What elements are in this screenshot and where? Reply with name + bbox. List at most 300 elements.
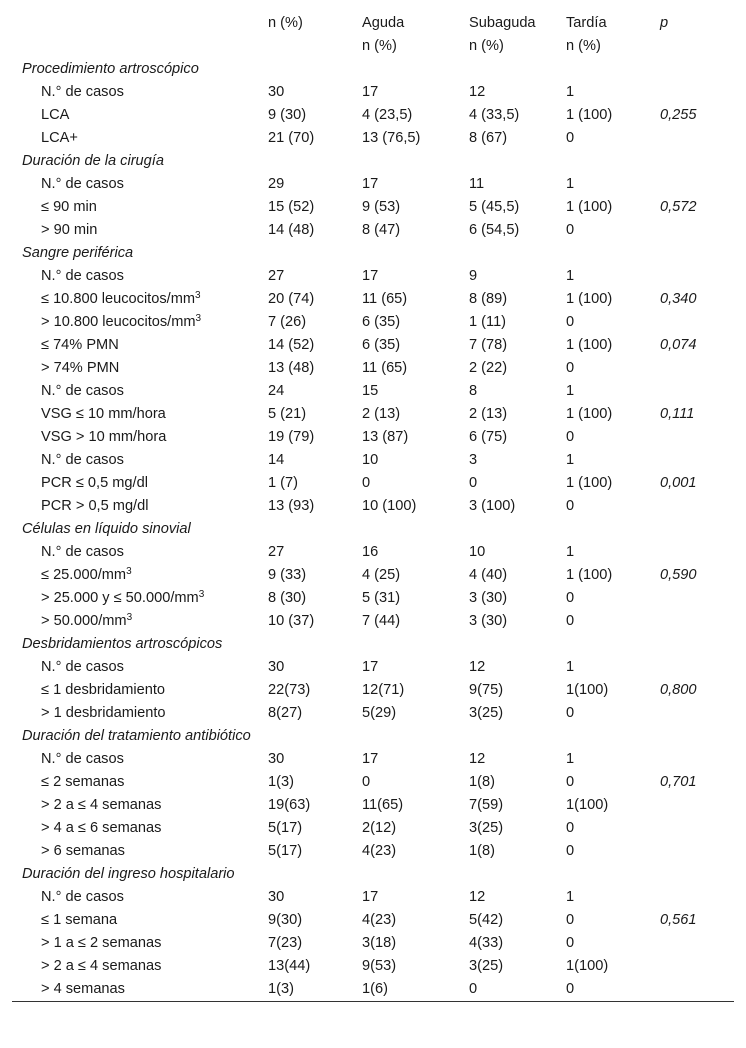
row-label: [12, 357, 268, 380]
row-label-text: > 1 a ≤ 2 semanas: [41, 935, 162, 951]
row-label: [12, 311, 268, 334]
cell-p: 0,074: [660, 337, 697, 353]
cell-n: 13(44): [268, 958, 311, 974]
row-label-text: ≤ 90 min: [41, 199, 97, 215]
section-title: Procedimiento artroscópico: [22, 61, 199, 77]
table-row: [12, 173, 734, 196]
row-label-text: > 10.800 leucocitos/mm: [41, 314, 196, 330]
cell-aguda: 9 (53): [362, 199, 401, 215]
cell-n: 22(73): [268, 682, 311, 698]
cell-tardia: 0: [566, 314, 575, 330]
cell-tardia: 1: [566, 268, 575, 284]
cell-p: [660, 81, 734, 104]
header-cell: [660, 35, 734, 58]
cell-tardia: 0: [566, 590, 575, 606]
cell-subaguda: 2 (13): [469, 406, 508, 422]
row-label: [12, 564, 268, 587]
cell-tardia: 1 (100): [566, 406, 613, 422]
table-row: [12, 196, 734, 219]
cell-p: [660, 610, 734, 633]
cell-p: 0,590: [660, 567, 697, 583]
row-label-text: N.° de casos: [41, 176, 124, 192]
row-label-text: N.° de casos: [41, 268, 124, 284]
cell-n: 15 (52): [268, 199, 315, 215]
cell-p: [660, 955, 734, 978]
cell-tardia: 0: [566, 222, 575, 238]
row-label-superscript: 3: [198, 589, 205, 600]
row-label: [12, 265, 268, 288]
cell-aguda: 15: [362, 383, 379, 399]
table-row: [12, 587, 734, 610]
row-label: [12, 610, 268, 633]
section-title: Duración de la cirugía: [22, 153, 164, 169]
cell-tardia: 0: [566, 843, 575, 859]
row-label-text: > 2 a ≤ 4 semanas: [41, 797, 162, 813]
row-label: [12, 426, 268, 449]
table-row: [12, 794, 734, 817]
cell-aguda: 16: [362, 544, 379, 560]
header-subcell-subaguda: n (%): [469, 38, 504, 54]
cell-p: [660, 495, 734, 518]
row-label-text: N.° de casos: [41, 544, 124, 560]
section-heading-row: [12, 58, 734, 81]
cell-p: [660, 886, 734, 909]
cell-n: 27: [268, 544, 285, 560]
cell-tardia: 1: [566, 751, 575, 767]
row-label: [12, 909, 268, 932]
table-row: [12, 104, 734, 127]
row-label-text: > 74% PMN: [41, 360, 120, 376]
row-label-text: VSG > 10 mm/hora: [41, 429, 167, 445]
table-row: [12, 449, 734, 472]
table-row: [12, 311, 734, 334]
cell-subaguda: 0: [469, 475, 478, 491]
header-cell-subaguda: Subaguda: [469, 15, 536, 31]
row-label-superscript: 3: [126, 612, 133, 623]
row-label-text: > 2 a ≤ 4 semanas: [41, 958, 162, 974]
row-label-text: PCR > 0,5 mg/dl: [41, 498, 149, 514]
row-label-text: N.° de casos: [41, 383, 124, 399]
cell-aguda: 17: [362, 268, 379, 284]
cell-subaguda: 4(33): [469, 935, 504, 951]
cell-subaguda: 3(25): [469, 820, 504, 836]
cell-n: 30: [268, 659, 285, 675]
cell-tardia: 0: [566, 429, 575, 445]
cell-n: 9 (33): [268, 567, 307, 583]
section-heading-row: [12, 242, 734, 265]
cell-n: 8 (30): [268, 590, 307, 606]
row-label: [12, 495, 268, 518]
row-label-text: > 90 min: [41, 222, 98, 238]
table-row: [12, 817, 734, 840]
cell-aguda: 11 (65): [362, 360, 408, 376]
cell-tardia: 1: [566, 659, 575, 675]
row-label-superscript: 3: [126, 566, 132, 577]
cell-tardia: 0: [566, 130, 575, 146]
cell-p: [660, 817, 734, 840]
cell-p: 0,111: [660, 406, 695, 422]
cell-aguda: 4(23): [362, 843, 397, 859]
cell-aguda: 1(6): [362, 978, 469, 1002]
cell-tardia: 0: [566, 360, 575, 376]
table-row: [12, 610, 734, 633]
table-row: [12, 127, 734, 150]
header-cell-tardia: Tardía: [566, 15, 607, 31]
cell-aguda: 11 (65): [362, 291, 408, 307]
cell-n: 13 (93): [268, 498, 315, 514]
row-label-text: ≤ 1 desbridamiento: [41, 682, 166, 698]
row-label-text: N.° de casos: [41, 889, 124, 905]
cell-p: [660, 840, 734, 863]
row-label: [12, 702, 268, 725]
table-row: [12, 771, 734, 794]
cell-tardia: 0: [566, 912, 575, 928]
cell-tardia: 1 (100): [566, 337, 613, 353]
cell-subaguda: 10: [469, 544, 486, 560]
cell-p: [660, 449, 734, 472]
cell-n: 30: [268, 889, 285, 905]
cell-aguda: 0: [362, 774, 371, 790]
section-title: Células en líquido sinovial: [22, 521, 191, 537]
cell-tardia: 0: [566, 978, 660, 1002]
row-label: [12, 679, 268, 702]
cell-n: 13 (48): [268, 360, 315, 376]
section-title: Duración del tratamiento antibiótico: [22, 728, 251, 744]
cell-p: [660, 978, 734, 1002]
row-label: [12, 380, 268, 403]
cell-aguda: 13 (87): [362, 429, 409, 445]
cell-p: [660, 748, 734, 771]
table-row: [12, 472, 734, 495]
cell-aguda: 13 (76,5): [362, 130, 421, 146]
results-table-container: [12, 12, 734, 1002]
cell-n: 14 (48): [268, 222, 315, 238]
table-body: [12, 58, 734, 1002]
table-row: [12, 886, 734, 909]
cell-aguda: 5(29): [362, 705, 397, 721]
cell-tardia: 1(100): [566, 682, 609, 698]
cell-n: 24: [268, 383, 285, 399]
table-row: [12, 426, 734, 449]
cell-subaguda: 12: [469, 751, 486, 767]
cell-n: 8(27): [268, 705, 303, 721]
cell-subaguda: 8: [469, 383, 478, 399]
cell-p: 0,572: [660, 199, 697, 215]
header-subcell-aguda: n (%): [362, 38, 397, 54]
cell-n: 7 (26): [268, 314, 307, 330]
header-cell: [12, 12, 268, 35]
table-row: [12, 955, 734, 978]
cell-tardia: 1: [566, 84, 575, 100]
header-cell: [268, 35, 362, 58]
cell-tardia: 1: [566, 544, 575, 560]
header-subcell-tardia: n (%): [566, 38, 601, 54]
cell-p: 0,561: [660, 912, 697, 928]
header-cell-p: p: [660, 15, 669, 31]
cell-aguda: 17: [362, 176, 379, 192]
cell-subaguda: 3(25): [469, 705, 504, 721]
cell-n: 1(3): [268, 978, 362, 1002]
cell-tardia: 1: [566, 889, 575, 905]
cell-aguda: 4 (23,5): [362, 107, 413, 123]
cell-aguda: 0: [362, 475, 371, 491]
table-row: [12, 978, 734, 1002]
cell-p: [660, 587, 734, 610]
cell-subaguda: 9(75): [469, 682, 504, 698]
table-row: [12, 81, 734, 104]
row-label-superscript: 3: [195, 290, 201, 301]
cell-p: [660, 127, 734, 150]
row-label: [12, 541, 268, 564]
cell-aguda: 17: [362, 659, 379, 675]
row-label: [12, 817, 268, 840]
cell-subaguda: 5(42): [469, 912, 504, 928]
cell-n: 30: [268, 84, 285, 100]
cell-subaguda: 3 (100): [469, 498, 516, 514]
row-label: [12, 932, 268, 955]
row-label-text: VSG ≤ 10 mm/hora: [41, 406, 166, 422]
cell-aguda: 17: [362, 751, 379, 767]
row-label-text: > 4 semanas: [41, 981, 125, 997]
cell-n: 14 (52): [268, 337, 315, 353]
row-label: [12, 840, 268, 863]
row-label: [12, 472, 268, 495]
cell-subaguda: 12: [469, 659, 486, 675]
row-label-text: PCR ≤ 0,5 mg/dl: [41, 475, 148, 491]
cell-tardia: 1 (100): [566, 567, 613, 583]
cell-aguda: 6 (35): [362, 314, 401, 330]
row-label-text: ≤ 10.800 leucocitos/mm: [41, 291, 196, 307]
row-label: [12, 104, 268, 127]
cell-p: [660, 265, 734, 288]
row-label-text: LCA: [41, 107, 70, 123]
row-label: [12, 334, 268, 357]
cell-subaguda: 8 (89): [469, 291, 508, 307]
cell-n: 19(63): [268, 797, 311, 813]
row-label: [12, 886, 268, 909]
row-label: [12, 288, 268, 311]
row-label-superscript: 3: [195, 313, 202, 324]
cell-aguda: 8 (47): [362, 222, 401, 238]
cell-p: 0,701: [660, 774, 697, 790]
cell-subaguda: 1 (11): [469, 314, 507, 330]
row-label-text: N.° de casos: [41, 452, 124, 468]
cell-subaguda: 3 (30): [469, 590, 508, 606]
table-row: [12, 564, 734, 587]
cell-n: 21 (70): [268, 130, 315, 146]
row-label-text: > 25.000 y ≤ 50.000/mm: [41, 590, 199, 606]
cell-n: 5 (21): [268, 406, 307, 422]
row-label: [12, 196, 268, 219]
row-label-text: N.° de casos: [41, 659, 124, 675]
cell-n: 29: [268, 176, 285, 192]
table-row: [12, 495, 734, 518]
cell-n: 10 (37): [268, 613, 315, 629]
cell-aguda: 10: [362, 452, 379, 468]
cell-tardia: 1: [566, 383, 575, 399]
table-row: [12, 840, 734, 863]
cell-n: 1(3): [268, 774, 294, 790]
header-row-1: [12, 12, 734, 35]
section-heading-row: [12, 725, 734, 748]
row-label-text: > 50.000/mm: [41, 613, 127, 629]
cell-aguda: 2(12): [362, 820, 397, 836]
cell-n: 5(17): [268, 820, 303, 836]
cell-p: [660, 311, 734, 334]
table-row: [12, 702, 734, 725]
cell-aguda: 3(18): [362, 935, 397, 951]
header-cell: [12, 35, 268, 58]
section-title: Sangre periférica: [22, 245, 134, 261]
table-row: [12, 909, 734, 932]
cell-aguda: 2 (13): [362, 406, 401, 422]
table-row: [12, 403, 734, 426]
cell-n: 20 (74): [268, 291, 315, 307]
cell-p: 0,800: [660, 682, 697, 698]
cell-subaguda: 3(25): [469, 958, 504, 974]
cell-tardia: 0: [566, 705, 575, 721]
cell-n: 14: [268, 452, 285, 468]
cell-p: 0,255: [660, 107, 697, 123]
table-row: [12, 656, 734, 679]
cell-tardia: 0: [566, 774, 575, 790]
cell-n: 5(17): [268, 843, 303, 859]
cell-n: 27: [268, 268, 285, 284]
cell-p: [660, 702, 734, 725]
header-row-2: [12, 35, 734, 58]
cell-tardia: 0: [566, 613, 575, 629]
table-row: [12, 334, 734, 357]
cell-subaguda: 5 (45,5): [469, 199, 520, 215]
section-heading-row: [12, 150, 734, 173]
table-row: [12, 288, 734, 311]
cell-n: 19 (79): [268, 429, 315, 445]
row-label: [12, 794, 268, 817]
table-row: [12, 380, 734, 403]
cell-aguda: 17: [362, 84, 379, 100]
section-heading-row: [12, 633, 734, 656]
cell-subaguda: 0: [469, 978, 566, 1002]
section-title: Desbridamientos artroscópicos: [22, 636, 223, 652]
cell-subaguda: 8 (67): [469, 130, 508, 146]
cell-n: 9(30): [268, 912, 303, 928]
cell-aguda: 4(23): [362, 912, 397, 928]
row-label: [12, 587, 268, 610]
cell-p: [660, 541, 734, 564]
table-row: [12, 679, 734, 702]
cell-subaguda: 1(8): [469, 843, 495, 859]
row-label: [12, 978, 268, 1002]
section-heading-row: [12, 863, 734, 886]
cell-tardia: 1: [566, 452, 575, 468]
cell-p: [660, 380, 734, 403]
cell-p: [660, 357, 734, 380]
table-row: [12, 219, 734, 242]
row-label: [12, 81, 268, 104]
row-label: [12, 127, 268, 150]
cell-n: 7(23): [268, 935, 303, 951]
cell-subaguda: 3: [469, 452, 478, 468]
cell-n: 1 (7): [268, 475, 299, 491]
cell-aguda: 7 (44): [362, 613, 401, 629]
section-title: Duración del ingreso hospitalario: [22, 866, 235, 882]
row-label: [12, 449, 268, 472]
cell-p: 0,001: [660, 475, 697, 491]
cell-aguda: 4 (25): [362, 567, 401, 583]
cell-subaguda: 12: [469, 889, 486, 905]
row-label-text: ≤ 25.000/mm: [41, 567, 127, 583]
cell-p: [660, 794, 734, 817]
cell-tardia: 1 (100): [566, 199, 613, 215]
row-label-text: ≤ 1 semana: [41, 912, 118, 928]
cell-n: 30: [268, 751, 285, 767]
cell-tardia: 0: [566, 935, 575, 951]
cell-subaguda: 6 (54,5): [469, 222, 520, 238]
cell-tardia: 1 (100): [566, 475, 613, 491]
cell-tardia: 0: [566, 498, 575, 514]
row-label-text: > 6 semanas: [41, 843, 125, 859]
cell-tardia: 1 (100): [566, 291, 613, 307]
row-label-text: ≤ 2 semanas: [41, 774, 125, 790]
cell-subaguda: 4 (33,5): [469, 107, 520, 123]
table-row: [12, 541, 734, 564]
cell-tardia: 1(100): [566, 797, 609, 813]
cell-subaguda: 3 (30): [469, 613, 508, 629]
cell-subaguda: 7(59): [469, 797, 504, 813]
cell-p: [660, 932, 734, 955]
cell-tardia: 1: [566, 176, 575, 192]
cell-subaguda: 12: [469, 84, 486, 100]
cell-p: [660, 173, 734, 196]
cell-subaguda: 4 (40): [469, 567, 508, 583]
header-cell-n: n (%): [268, 15, 303, 31]
cell-n: 9 (30): [268, 107, 307, 123]
cell-tardia: 1 (100): [566, 107, 613, 123]
row-label-text: > 1 desbridamiento: [41, 705, 166, 721]
row-label: [12, 771, 268, 794]
cell-subaguda: 1(8): [469, 774, 495, 790]
cell-p: [660, 426, 734, 449]
cell-aguda: 9(53): [362, 958, 397, 974]
cell-subaguda: 6 (75): [469, 429, 508, 445]
section-heading-row: [12, 518, 734, 541]
cell-p: [660, 219, 734, 242]
row-label: [12, 955, 268, 978]
cell-aguda: 6 (35): [362, 337, 401, 353]
row-label: [12, 173, 268, 196]
row-label-text: N.° de casos: [41, 751, 124, 767]
cell-subaguda: 11: [469, 176, 485, 192]
row-label-text: > 4 a ≤ 6 semanas: [41, 820, 162, 836]
cell-tardia: 1(100): [566, 958, 609, 974]
header-cell-aguda: Aguda: [362, 15, 405, 31]
table-row: [12, 357, 734, 380]
row-label-text: LCA+: [41, 130, 78, 146]
cell-tardia: 0: [566, 820, 575, 836]
results-table: [12, 12, 734, 1002]
cell-subaguda: 9: [469, 268, 478, 284]
row-label-text: ≤ 74% PMN: [41, 337, 119, 353]
cell-aguda: 17: [362, 889, 379, 905]
cell-aguda: 12(71): [362, 682, 405, 698]
table-row: [12, 748, 734, 771]
cell-aguda: 10 (100): [362, 498, 417, 514]
row-label: [12, 656, 268, 679]
row-label: [12, 403, 268, 426]
table-row: [12, 265, 734, 288]
cell-p: 0,340: [660, 291, 697, 307]
row-label-text: N.° de casos: [41, 84, 124, 100]
